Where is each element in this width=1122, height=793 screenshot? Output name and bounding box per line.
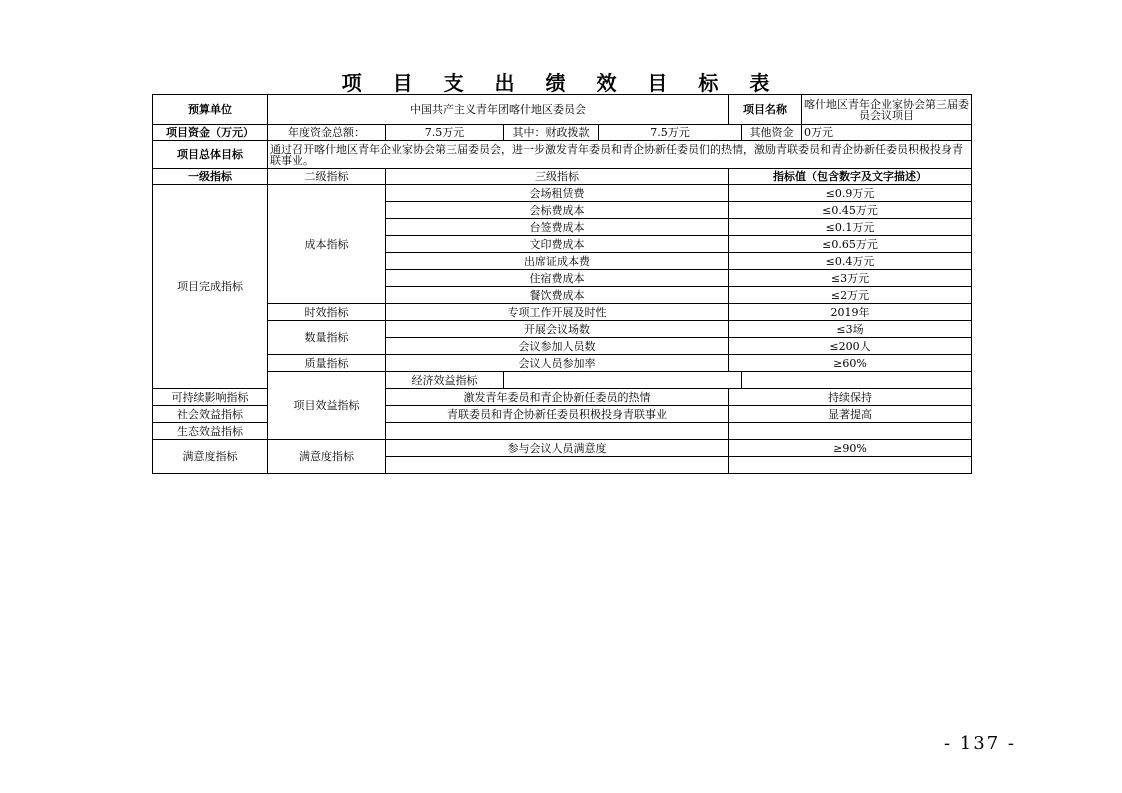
indicator-value — [729, 423, 972, 440]
indicator-name: 会议参加人员数 — [386, 338, 729, 355]
indicator-name — [386, 423, 729, 440]
fiscal-funds-label: 其中：财政拨款 — [504, 125, 599, 141]
cost-indicator-label: 成本指标 — [268, 185, 386, 304]
indicator-name: 台签费成本 — [386, 219, 729, 236]
ecological-indicator-label: 生态效益指标 — [153, 423, 268, 440]
indicator-value: ≤2万元 — [729, 287, 972, 304]
other-funds-label: 其他资金 — [742, 125, 802, 141]
page-number: - 137 - — [944, 733, 1016, 754]
indicator-value: 显著提高 — [729, 406, 972, 423]
budget-unit-label: 预算单位 — [153, 95, 268, 125]
indicator-name: 餐饮费成本 — [386, 287, 729, 304]
indicator-name: 专项工作开展及时性 — [386, 304, 729, 321]
indicator-value — [742, 372, 972, 389]
indicator-value: 持续保持 — [729, 389, 972, 406]
social-indicator-label: 社会效益指标 — [153, 406, 268, 423]
indicator-value: ≤0.9万元 — [729, 185, 972, 202]
fiscal-funds-value: 7.5万元 — [599, 125, 742, 141]
performance-target-table — [152, 94, 972, 474]
indicator-name: 青联委员和青企协新任委员积极投身青联事业 — [386, 406, 729, 423]
level1-header: 一级指标 — [153, 169, 268, 185]
indicator-name: 住宿费成本 — [386, 270, 729, 287]
indicator-value: ≥90% — [729, 440, 972, 457]
column-header-row — [153, 169, 972, 185]
satisfaction-indicator-label: 满意度指标 — [268, 440, 386, 474]
table-row — [153, 355, 972, 372]
annual-funds-label: 年度资金总额： — [268, 125, 386, 141]
quality-indicator-label: 质量指标 — [268, 355, 386, 372]
benefit-group-label: 项目效益指标 — [268, 372, 386, 440]
overall-goal-label: 项目总体目标 — [153, 141, 268, 169]
indicator-value: 2019年 — [729, 304, 972, 321]
table-row — [153, 185, 972, 202]
indicator-value: ≤3万元 — [729, 270, 972, 287]
completion-group-label: 项目完成指标 — [153, 185, 268, 389]
indicator-name: 会议人员参加率 — [386, 355, 729, 372]
indicator-name: 激发青年委员和青企协新任委员的热情 — [386, 389, 729, 406]
indicator-name: 会场租赁费 — [386, 185, 729, 202]
table-row — [153, 440, 972, 457]
indicator-value: ≤0.45万元 — [729, 202, 972, 219]
indicator-name — [386, 457, 729, 474]
indicator-value — [729, 457, 972, 474]
budget-unit-value: 中国共产主义青年团喀什地区委员会 — [268, 95, 729, 125]
project-name-value: 喀什地区青年企业家协会第三届委员会议项目 — [802, 95, 972, 125]
indicator-name: 开展会议场数 — [386, 321, 729, 338]
value-header: 指标值（包含数字及文字描述） — [729, 169, 972, 185]
indicator-value: ≥60% — [729, 355, 972, 372]
quantity-indicator-label: 数量指标 — [268, 321, 386, 355]
indicator-value: ≤3场 — [729, 321, 972, 338]
indicator-value: ≤0.4万元 — [729, 253, 972, 270]
funds-label: 项目资金（万元） — [153, 125, 268, 141]
table-title: 项 目 支 出 绩 效 目 标 表 — [341, 71, 782, 95]
economic-indicator-label: 经济效益指标 — [386, 372, 504, 389]
level3-header: 三级指标 — [386, 169, 729, 185]
other-funds-value: 0万元 — [802, 125, 972, 141]
indicator-name — [504, 372, 742, 389]
table-row — [153, 321, 972, 338]
project-name-label: 项目名称 — [729, 95, 802, 125]
indicator-name: 出席证成本费 — [386, 253, 729, 270]
time-indicator-label: 时效指标 — [268, 304, 386, 321]
level2-header: 二级指标 — [268, 169, 386, 185]
budget-unit-row — [153, 95, 972, 125]
overall-goal-row — [153, 141, 972, 169]
indicator-name: 文印费成本 — [386, 236, 729, 253]
satisfaction-group-label: 满意度指标 — [153, 440, 268, 474]
table-row — [153, 304, 972, 321]
indicator-value: ≤200人 — [729, 338, 972, 355]
annual-funds-value: 7.5万元 — [386, 125, 504, 141]
sustainable-indicator-label: 可持续影响指标 — [153, 389, 268, 406]
indicator-name: 会标费成本 — [386, 202, 729, 219]
indicator-value: ≤0.1万元 — [729, 219, 972, 236]
indicator-value: ≤0.65万元 — [729, 236, 972, 253]
indicator-name: 参与会议人员满意度 — [386, 440, 729, 457]
funds-row — [153, 125, 972, 141]
overall-goal-text: 通过召开喀什地区青年企业家协会第三届委员会，进一步激发青年委员和青企协新任委员们的热情，激励青联委员和青企协新任委员积极投身青联事业。 — [268, 141, 972, 169]
table-row — [153, 372, 972, 389]
